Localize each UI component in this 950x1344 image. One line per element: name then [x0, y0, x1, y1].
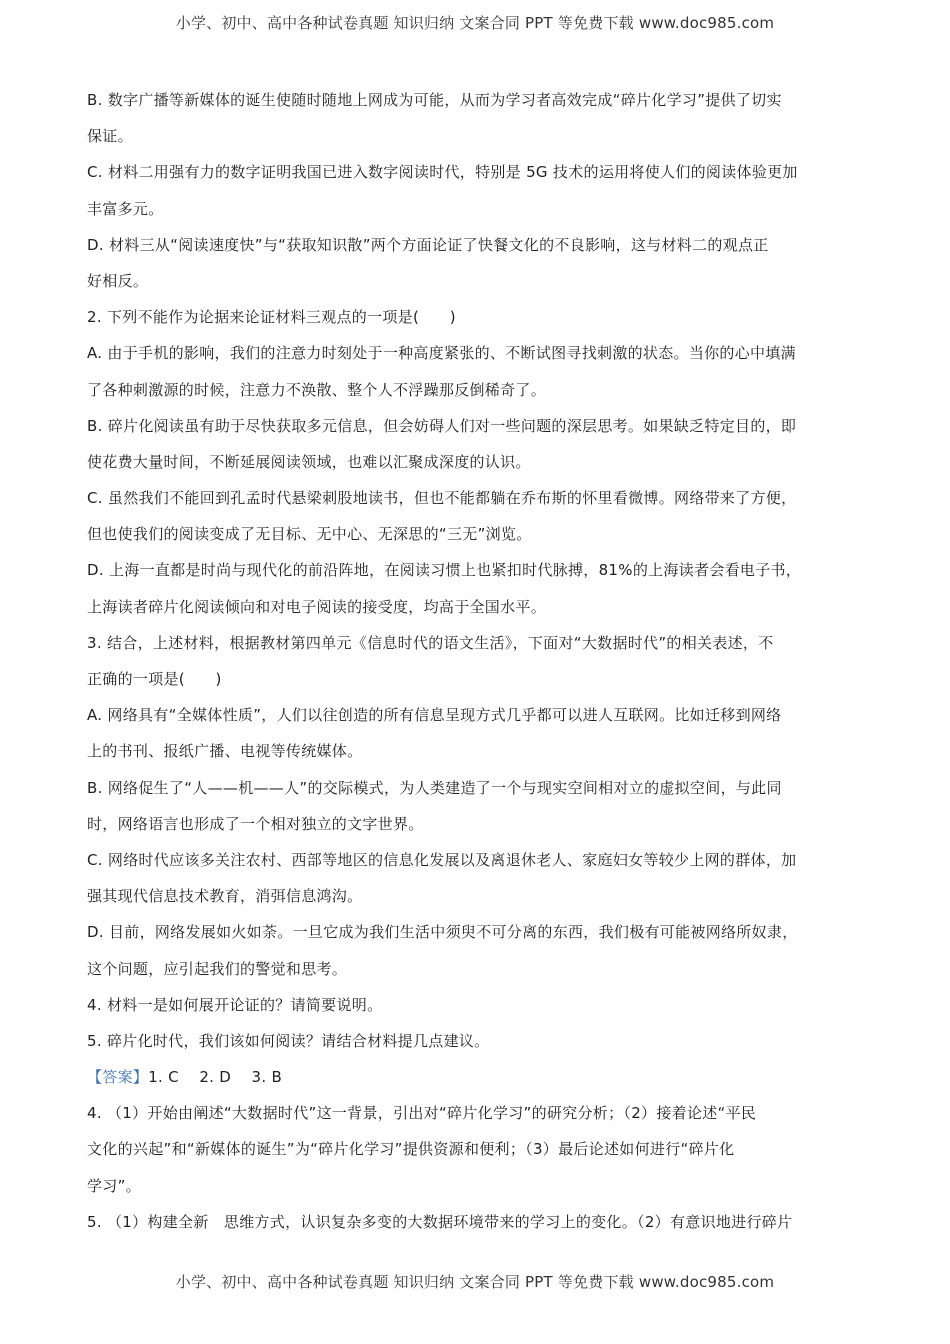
text-line: 保证。: [87, 127, 133, 146]
text-line: D. 目前，网络发展如火如荼。一旦它成为我们生活中须臾不可分离的东西，我们极有可能被网络所奴隶，: [87, 923, 798, 942]
text-line: 5. （1）构建全新 思维方式，认识复杂多变的大数据环境带来的学习上的变化。（2）有意识地进行碎片: [87, 1212, 793, 1231]
page-header: 小学、初中、高中各种试卷真题 知识归纳 文案合同 PPT 等免费下载 www.doc985.com: [175, 14, 775, 32]
question-2: 2. 下列不能作为论据来论证材料三观点的一项是( ): [87, 308, 456, 327]
text-line: A. 由于手机的影响，我们的注意力时刻处于一种高度紧张的、不断试图寻找刺激的状态。当你的心中填满: [87, 344, 796, 363]
document-body: [87, 82, 863, 1240]
page-footer: 小学、初中、高中各种试卷真题 知识归纳 文案合同 PPT 等免费下载 www.doc985.com: [175, 1273, 775, 1291]
question-5: 5. 碎片化时代，我们该如何阅读？请结合材料提几点建议。: [87, 1031, 490, 1050]
text-line: 这个问题，应引起我们的警觉和思考。: [87, 959, 348, 978]
text-line: B. 网络促生了“人——机——人”的交际模式，为人类建造了一个与现实空间相对立的虚拟空间，与此同: [87, 778, 782, 797]
text-line: 好相反。: [87, 271, 149, 290]
text-line: B. 碎片化阅读虽有助于尽快获取多元信息，但会妨碍人们对一些问题的深层思考。如果缺乏特定目的，即: [87, 416, 797, 435]
text-line: 时，网络语言也形成了一个相对独立的文字世界。: [87, 814, 424, 833]
question-3: 3. 结合，上述材料，根据教材第四单元《信息时代的语文生活》，下面对“大数据时代”的相关表述，不: [87, 633, 774, 652]
text-line: B. 数字广播等新媒体的诞生使随时随地上网成为可能，从而为学习者高效完成“碎片化学习”提供了切实: [87, 91, 782, 109]
text-line: 使花费大量时间，不断延展阅读领域，也难以汇聚成深度的认识。: [87, 452, 531, 471]
text-line: 丰富多元。: [87, 199, 164, 218]
text-line: 强其现代信息技术教育，消弭信息鸿沟。: [87, 887, 363, 906]
text-line: 但也使我们的阅读变成了无目标、无中心、无深思的“三无”浏览。: [87, 525, 532, 544]
text-line: D. 材料三从“阅读速度快”与“获取知识散”两个方面论证了快餐文化的不良影响，这与材料二的观点正: [87, 235, 769, 254]
answer-text: 1. C 2. D 3. B: [148, 1068, 283, 1087]
answer-tag: 【答案】: [87, 1068, 149, 1087]
answer-line: [87, 1059, 863, 1095]
text-line: 正确的一项是( ): [87, 670, 222, 688]
text-line: 了各种刺激源的时候，注意力不涣散、整个人不浮躁那反倒稀奇了。: [87, 380, 547, 399]
text-line: 上的书刊、报纸广播、电视等传统媒体。: [87, 742, 363, 761]
text-line: 文化的兴起”和“新媒体的诞生”为“碎片化学习”提供资源和便利；（3）最后论述如何进行“碎片化: [87, 1140, 735, 1159]
text-line: 上海读者碎片化阅读倾向和对电子阅读的接受度，均高于全国水平。: [87, 597, 547, 616]
text-line: C. 虽然我们不能回到孔孟时代悬梁刺股地读书，但也不能都躺在乔布斯的怀里看微博。网络带来了方便，: [87, 489, 797, 508]
text-line: 学习”。: [87, 1176, 141, 1195]
text-line: D. 上海一直都是时尚与现代化的前沿阵地，在阅读习惯上也紧扣时代脉搏，81%的上海读者会看电子书，: [87, 561, 802, 580]
text-line: C. 材料二用强有力的数字证明我国已进入数字阅读时代，特别是 5G 技术的运用将使人们的阅读体验更加: [87, 163, 798, 182]
text-line: 4. （1）开始由阐述“大数据时代”这一背景，引出对“碎片化学习”的研究分析；（2）接着论述“平民: [87, 1104, 757, 1123]
text-line: C. 网络时代应该多关注农村、西部等地区的信息化发展以及离退休老人、家庭妇女等较少上网的群体，加: [87, 850, 797, 869]
text-line: A. 网络具有“全媒体性质”，人们以往创造的所有信息呈现方式几乎都可以进人互联网。比如迁移到网络: [87, 706, 782, 725]
question-4: 4. 材料一是如何展开论证的？请简要说明。: [87, 995, 383, 1014]
